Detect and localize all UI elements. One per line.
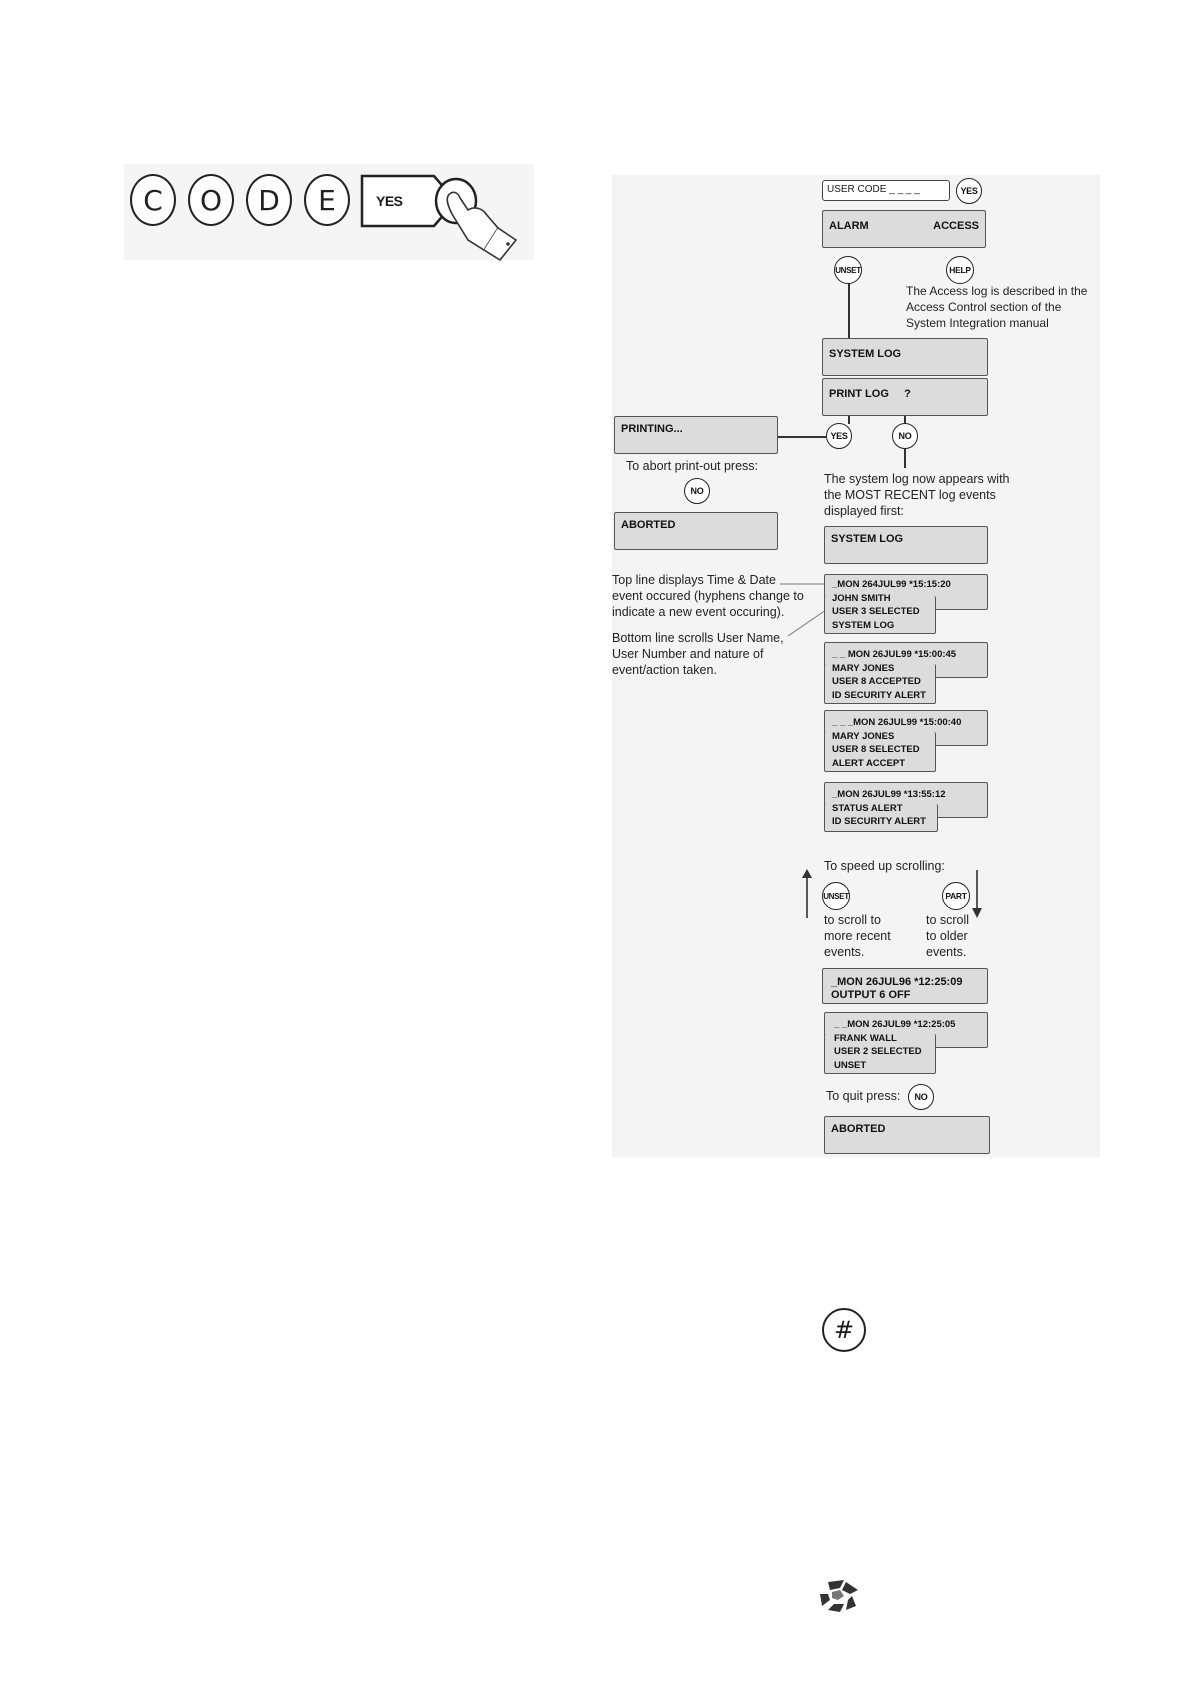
system-log-screen: SYSTEM LOG <box>822 338 988 376</box>
no-key: NO <box>908 1084 934 1110</box>
arrow-down-icon <box>970 868 984 920</box>
yes-key: YES <box>956 178 982 204</box>
connector <box>776 436 826 438</box>
yes-key: YES <box>826 423 852 449</box>
bottom-line-note: Bottom line scrolls User Name, User Number and nature of event/action taken. <box>612 631 784 677</box>
connector <box>848 282 850 342</box>
alarm-label: ALARM <box>829 220 869 232</box>
logo-icon <box>818 1578 860 1614</box>
help-key: HELP <box>946 256 974 284</box>
unset-key: UNSET <box>822 882 850 910</box>
most-recent-note: The system log now appears with the MOST RECENT log events displayed first: <box>824 472 1010 518</box>
unset-key: UNSET <box>834 256 862 284</box>
connector <box>848 416 850 424</box>
log-entry-text: _MON 264JUL99 *15:15:20 JOHN SMITH USER 3 SELECTED SYSTEM LOG <box>832 579 951 631</box>
user-code-display: USER CODE _ _ _ _ <box>822 180 950 201</box>
system-log-screen: SYSTEM LOG <box>824 526 988 564</box>
key-o: O <box>188 174 234 226</box>
alarm-access-screen <box>822 210 986 248</box>
key-e: E <box>304 174 350 226</box>
access-label: ACCESS <box>933 220 979 232</box>
log-entry-text: _ _ _MON 26JUL99 *15:00:40 MARY JONES USER 8 SELECTED ALERT ACCEPT <box>832 717 962 769</box>
help-note: The Access log is described in the Access Control section of the System Integration manual <box>906 284 1088 330</box>
speed-note: To speed up scrolling: <box>824 859 945 873</box>
hash-key: # <box>822 1308 866 1352</box>
printing-screen: PRINTING... <box>614 416 778 454</box>
pointer-lines <box>780 580 830 640</box>
yes-key-label: YES <box>376 193 403 209</box>
log-entry-frame <box>822 968 988 1004</box>
part-key: PART <box>942 882 970 910</box>
abort-note: To abort print-out press: <box>626 459 759 473</box>
scroll-older-note: to scroll to older events. <box>926 913 970 959</box>
aborted-screen: ABORTED <box>614 512 778 550</box>
log-entry-text: _MON 26JUL96 *12:25:09 <box>831 976 963 988</box>
key-d: D <box>246 174 292 226</box>
no-key: NO <box>684 478 710 504</box>
log-entry-text: OUTPUT 6 OFF <box>831 989 911 1001</box>
arrow-up-icon <box>800 868 814 920</box>
quit-note: To quit press: <box>826 1089 901 1103</box>
log-entry-text: _MON 26JUL99 *13:55:12 STATUS ALERT ID SECURITY ALERT <box>832 789 946 827</box>
log-entry-text: _ _ MON 26JUL99 *15:00:45 MARY JONES USER 8 ACCEPTED ID SECURITY ALERT <box>832 649 957 701</box>
yes-key-icon <box>360 170 540 270</box>
aborted-screen: ABORTED <box>824 1116 990 1154</box>
log-entry-text: _ _MON 26JUL99 *12:25:05 FRANK WALL USER 2 SELECTED UNSET <box>834 1019 956 1071</box>
no-key: NO <box>892 423 918 449</box>
scroll-recent-note: to scroll to more recent events. <box>824 913 891 959</box>
top-line-note: Top line displays Time & Date event occured (hyphens change to indicate a new event occuring). <box>612 573 804 619</box>
connector <box>904 448 906 468</box>
key-c: C <box>130 174 176 226</box>
print-log-screen: PRINT LOG ? <box>822 378 988 416</box>
